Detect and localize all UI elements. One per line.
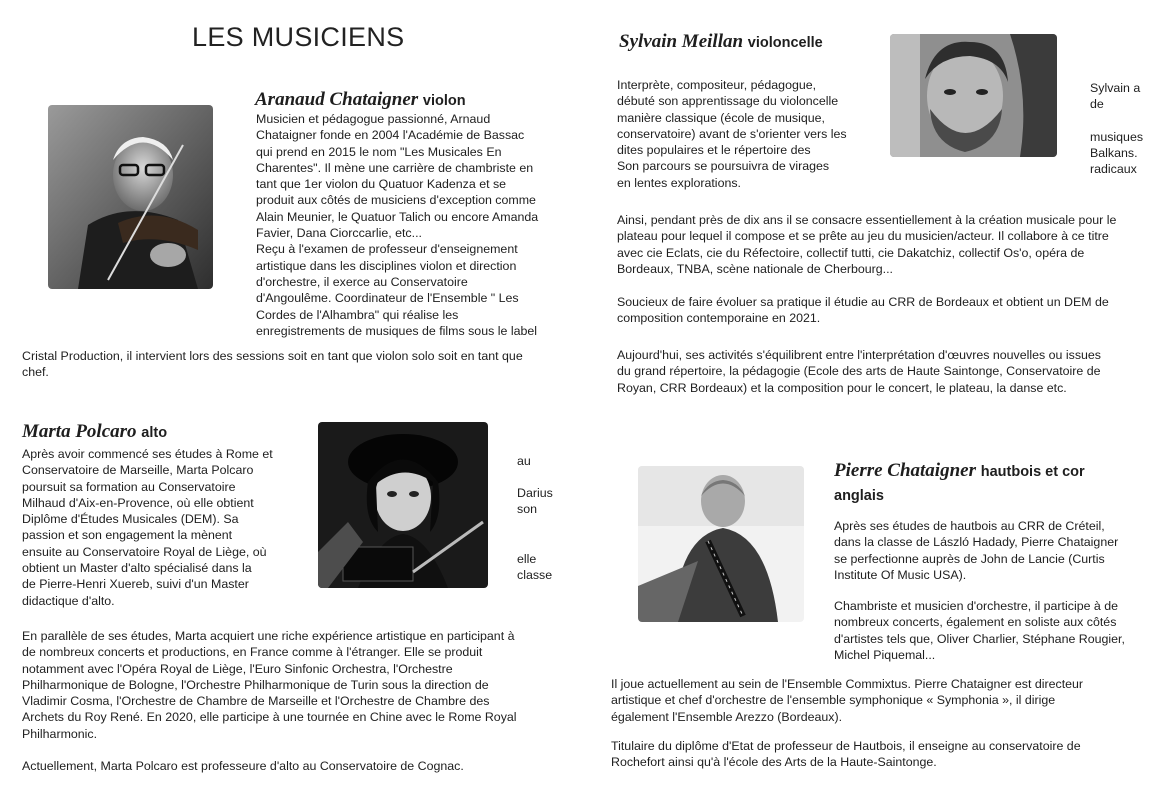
text-line: Royan, CRR Bordeaux) et la composition pour le concert, le plateau, la danse etc. [617,380,1067,395]
marta-side-word: elle [517,552,537,566]
sylvain-side-word: radicaux [1090,162,1137,176]
sylvain-side-word: musiques [1090,130,1144,144]
arnaud-role: violon [422,93,466,109]
text-line: Il joue actuellement au sein de l'Ensemble Commixtus. Pierre Chataigner est directeur [611,677,1084,691]
sylvain-para2 [617,212,1116,277]
text-line: débuté son apprentissage du violoncelle [617,94,839,109]
text-line: Musicien et pédagogue passionné, Arnaud [256,112,491,126]
marta-para2 [22,628,517,742]
text-line: obtient un Master d'alto spécialisé dans la [22,561,252,576]
text-line: notamment avec l'Opéra Royal de Liège, l'Euro Sinfonic Orchestra, l'Orchestre [22,661,453,676]
text-line: de Pierre-Henri Xuereb, suivi d'un Master [22,577,249,592]
marta-side-word: au [517,454,531,468]
text-line: Cordes de l'Alhambra" qui réalise les [256,307,459,322]
text-line: Soucieux de faire évoluer sa pratique il étudie au CRR de Bordeaux et obtient un DEM de [617,295,1109,309]
text-line: Vladimir Cosma, l'Orchestre de Chambre de Marseille et l'Orchestre de Chambre des [22,694,490,709]
sylvain-body [617,77,847,191]
arnaud-body [256,111,538,339]
text-line: chef. [22,365,49,380]
sylvain-para3 [617,294,1109,327]
text-line: de nombreux concerts et productions, en France comme à l'étranger. Elle se produit [22,645,483,660]
pierre-photo [638,466,804,622]
arnaud-body-tail [22,348,523,381]
text-line: Philharmonic. [22,726,98,741]
text-line: Aujourd'hui, ses activités s'équilibrent entre l'interprétation d'œuvres nouvelles ou issues [617,348,1101,362]
text-line: Ainsi, pendant près de dix ans il se consacre essentiellement à la création musicale pour le [617,213,1117,227]
text-line: Institute Of Music USA). [834,567,967,582]
text-line: Après ses études de hautbois au CRR de Créteil, [834,519,1105,533]
pierre-para4 [611,738,1081,771]
text-line: tant que 1er violon du Quatuor Kadenza et se [256,177,507,192]
sylvain-para4 [617,347,1101,396]
pierre-name: Pierre Chataigner [834,460,976,481]
text-line: Conservatoire de Marseille, Marta Polcaro [22,463,254,478]
text-line: composition contemporaine en 2021. [617,311,821,326]
marta-heading [22,421,167,443]
text-line: artistique et chef d'orchestre de l'ensemble symphonique « Symphonia », il dirige [611,693,1056,708]
text-line: Milhaud d'Aix-en-Provence, où elle obtient [22,495,254,510]
text-line: En parallèle de ses études, Marta acquiert une riche expérience artistique en participant à [22,629,515,643]
text-line: d'Angoulême. Coordinateur de l'Ensemble " Les [256,291,519,306]
text-line: ensuite au Conservatoire Royal de Liège, où [22,544,267,559]
arnaud-photo [48,105,213,289]
text-line: manière classique (école de musique, [617,110,825,125]
text-line: plateau pour lequel il compose et se prête au jeu du musicien/acteur. Il collabore à ce titre [617,229,1109,244]
marta-photo [318,422,488,588]
text-line: nombreux concerts, également en soliste aux côtés [834,615,1117,630]
marta-side-word: son [517,502,537,516]
sylvain-name: Sylvain Meillan [619,31,744,52]
pierre-role: hautbois et cor [980,464,1085,480]
text-line: en lentes explorations. [617,175,741,190]
text-line: Son parcours se poursuivra de virages [617,159,830,174]
text-line: conservatoire) avant de s'orienter vers les [617,126,847,141]
text-line: passion et son engagement la mènent [22,528,233,543]
text-line: artistique dans les disciplines violon et direction [256,258,517,273]
text-line: Interprète, compositeur, pédagogue, [617,78,817,92]
text-line: dites populaires et le répertoire des [617,143,811,158]
text-line: Favier, Dana Ciorccarlie, etc... [256,226,422,241]
text-line: d'artistes tels que, Oliver Charlier, Stéphane Rougier, [834,631,1125,646]
text-line: Alain Meunier, le Quatuor Talich ou encore Amanda [256,209,539,224]
text-line: du grand répertoire, la pédagogie (Ecole des arts de Haute Saintonge, Conservatoire de [617,364,1101,379]
marta-side-word: classe [517,568,553,582]
text-line: Charentes". Il mène une carrière de chambriste en [256,160,534,175]
marta-side-word: Darius [517,486,553,500]
text-line: Bordeaux, TNBA, scène nationale de Cherbourg... [617,261,893,276]
text-line: Après avoir commencé ses études à Rome et [22,447,273,461]
text-line: dans la classe de László Hadady, Pierre Chataigner [834,535,1119,550]
text-line: également l'Ensemble Arezzo (Bordeaux). [611,709,843,724]
pierre-para2 [834,598,1125,663]
text-line: Diplôme d'Études Musicales (DEM). Sa [22,512,239,527]
text-line: Michel Piquemal... [834,647,936,662]
text-line: didactique d'alto. [22,593,115,608]
page-title: LES MUSICIENS [192,22,405,52]
text-line: qui prend en 2015 le nom "Les Musicales En [256,144,502,159]
marta-body [22,446,273,609]
sylvain-heading [619,31,823,53]
sylvain-photo [890,34,1057,157]
text-line: Titulaire du diplôme d'Etat de professeur de Hautbois, il enseigne au conservatoire de [611,739,1081,753]
text-line: avec cie Eclats, cie du Réfectoire, collectif tutti, cie Dakatchiz, collectif Os'o, opéra de [617,245,1085,260]
sylvain-role: violoncelle [747,35,823,51]
pierre-heading [834,459,1085,508]
text-line: Cristal Production, il intervient lors des sessions soit en tant que violon solo soit en tant que [22,349,523,363]
arnaud-name: Aranaud Chataigner [255,89,419,110]
text-line: enregistrements de musiques de films sous le label [256,323,537,338]
sylvain-side-word: Balkans. [1090,146,1138,160]
text-line: Rochefort ainsi qu'à l'école des Arts de la Haute-Saintonge. [611,755,937,770]
text-line: produit aux côtés de musiciens d'exception comme [256,193,536,208]
text-line: d'orchestre, il exerce au Conservatoire [256,274,468,289]
text-line: Reçu à l'examen de professeur d'enseignement [256,242,518,257]
marta-name: Marta Polcaro [22,421,137,442]
text-line: Philharmonique de Bologne, l'Orchestre Philharmonique de Turin sous la direction de [22,677,489,692]
text-line: Archets du Roy René. En 2020, elle participe à une tournée en Chine avec le Rome Royal [22,710,517,725]
text-line: Chataigner fonde en 2004 l'Académie de Bassac [256,128,525,143]
pierre-role-line2: anglais [834,488,884,504]
pierre-heading-line1 [834,459,1085,484]
text-line: poursuit sa formation au Conservatoire [22,479,236,494]
marta-role: alto [141,425,168,441]
pierre-para3 [611,676,1083,725]
arnaud-heading [255,89,466,111]
pierre-para1 [834,518,1118,583]
text-line: Chambriste et musicien d'orchestre, il participe à de [834,599,1119,613]
sylvain-side-word: de [1090,97,1104,111]
marta-para3: Actuellement, Marta Polcaro est professeure d'alto au Conservatoire de Cognac. [22,759,464,773]
sylvain-side-word: Sylvain a [1090,81,1141,95]
text-line: se perfectionne auprès de John de Lancie (Curtis [834,551,1105,566]
